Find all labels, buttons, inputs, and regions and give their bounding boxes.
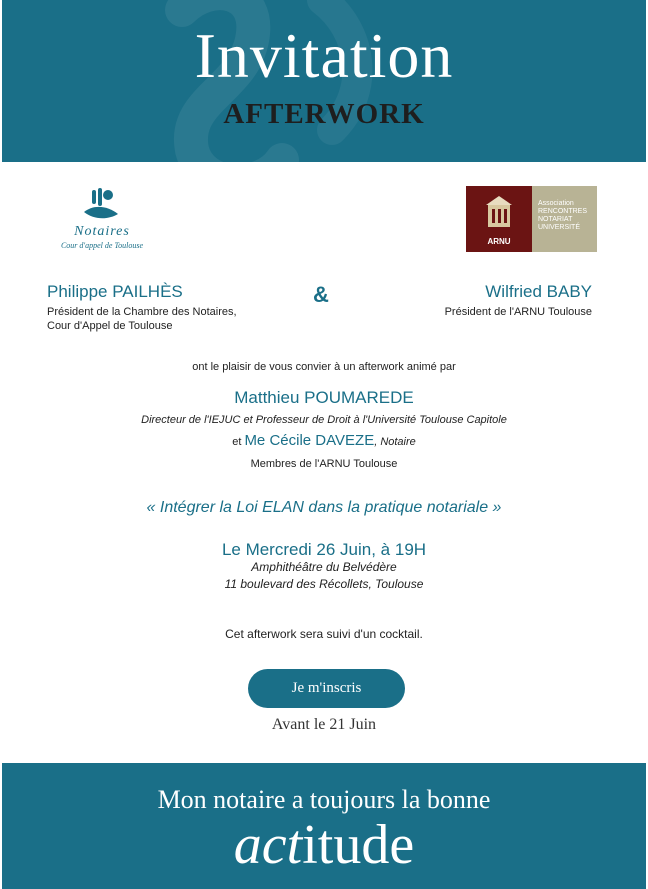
- register-button[interactable]: Je m'inscris: [248, 669, 405, 708]
- host-left-role-line1: Président de la Chambre des Notaires,: [47, 306, 237, 318]
- event-date: Le Mercredi 26 Juin, à 19H: [221, 540, 427, 559]
- intro-text: ont le plaisir de vous convier à un afterwork animé par: [192, 361, 456, 373]
- speaker2-et: et: [232, 436, 245, 448]
- arnu-line-2: RENCONTRES: [538, 208, 588, 215]
- venue-name: Amphithéâtre du Belvédère: [251, 560, 397, 574]
- notaires-mark-icon: [78, 186, 124, 224]
- notaires-court-text: Cour d'appel de Toulouse: [60, 241, 144, 250]
- afterwork-subtitle: AFTERWORK: [223, 98, 425, 130]
- footer-banner: [2, 763, 646, 889]
- host-left-role-line2: Cour d'Appel de Toulouse: [47, 320, 173, 332]
- arnu-line-1: Association: [538, 200, 574, 207]
- deadline-text: Avant le 21 Juin: [271, 716, 377, 733]
- footer-slogan: Mon notaire a toujours la bonne: [157, 785, 491, 814]
- notaires-brand-text: Notaires: [74, 224, 130, 239]
- actitude-rest-part: itude: [302, 814, 415, 876]
- speaker1-name: Matthieu POUMAREDE: [234, 388, 414, 407]
- building-icon: [482, 193, 516, 231]
- speaker1-role: Directeur de l'IEJUC et Professeur de Droit à l'Université Toulouse Capitole: [141, 414, 507, 426]
- host-left-role: [47, 305, 237, 333]
- arnu-text-block: [532, 186, 597, 252]
- arnu-logo-emblem: [466, 186, 532, 252]
- arnu-label: ARNU: [487, 237, 511, 246]
- arnu-line-3: NOTARIAT: [538, 216, 573, 223]
- invitation-title: Invitation: [194, 20, 454, 91]
- host-left-name: Philippe PAILHÈS: [47, 282, 183, 301]
- speaker2-name: Me Cécile DAVEZE: [244, 432, 375, 449]
- venue-address: 11 boulevard des Récollets, Toulouse: [224, 577, 424, 591]
- actitude-italic-part: act: [233, 814, 303, 876]
- host-right-name: Wilfried BABY: [485, 282, 592, 301]
- actitude-wordmark: [2, 814, 646, 876]
- header-banner: [2, 0, 646, 162]
- arnu-logo: [466, 186, 597, 252]
- speaker2-line: [0, 432, 648, 450]
- arnu-line-4: UNIVERSITÉ: [538, 224, 581, 231]
- ampersand: &: [313, 282, 329, 307]
- topic-text: « Intégrer la Loi ELAN dans la pratique notariale »: [146, 499, 502, 516]
- cocktail-text: Cet afterwork sera suivi d'un cocktail.: [225, 627, 423, 641]
- host-right-role: Président de l'ARNU Toulouse: [444, 306, 592, 318]
- notaires-logo: [52, 186, 152, 254]
- members-text: Membres de l'ARNU Toulouse: [250, 458, 398, 470]
- speaker2-role: , Notaire: [374, 436, 416, 448]
